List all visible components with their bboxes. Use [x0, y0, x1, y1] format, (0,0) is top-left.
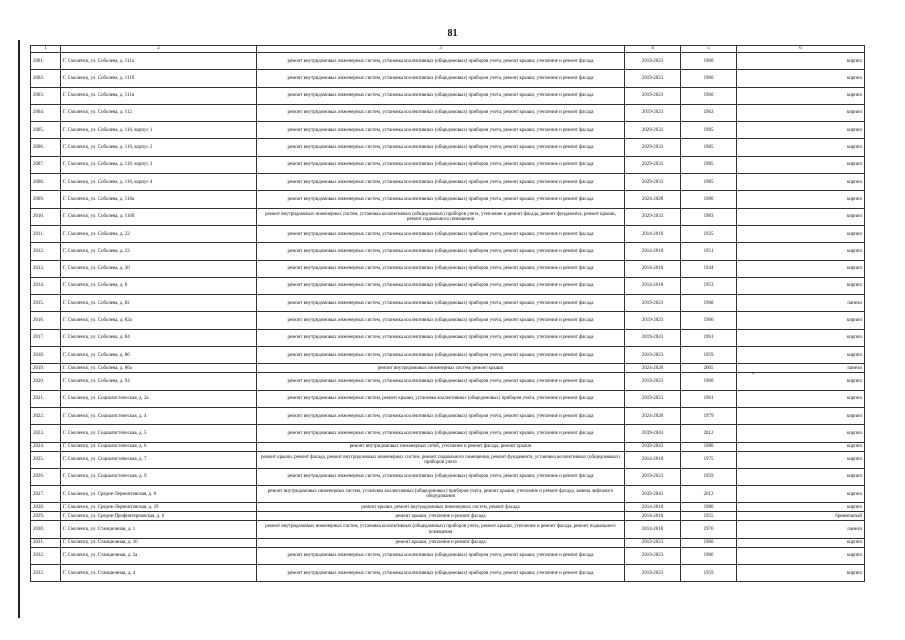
table-row: [31, 538, 865, 547]
table-body: [31, 53, 865, 582]
row-period: 2039-2043: [625, 425, 681, 442]
row-material: кирпич: [737, 425, 865, 442]
row-year: 1960: [681, 538, 737, 547]
table-row: [31, 407, 865, 424]
row-period: 2014-2018: [625, 260, 681, 277]
table-row: [31, 53, 865, 70]
row-address: Г. Смоленск, ул. Соболева, д. 86а: [61, 364, 257, 373]
row-number: 2004.: [31, 104, 61, 121]
row-works: ремонт внутридомовых инженерных систем, установка коллективных (общедомовых) приборов учета, утепление и ремонт фасада, ремонт фундамента, ремонт крыши, ремонт подвального помещения: [257, 208, 625, 225]
table-row: [31, 373, 865, 390]
table-row: [31, 364, 865, 373]
header-col-3: 3: [257, 46, 625, 53]
row-number: 2016.: [31, 312, 61, 329]
table-row: [31, 260, 865, 277]
row-year: 1966: [681, 547, 737, 564]
row-year: 2012: [681, 425, 737, 442]
row-period: 2039-2043: [625, 486, 681, 503]
row-period: 2024-2028: [625, 364, 681, 373]
row-period: 2019-2023: [625, 87, 681, 104]
table-row: [31, 243, 865, 260]
row-year: 1955: [681, 512, 737, 521]
table-row: [31, 225, 865, 242]
row-works: ремонт внутридомовых инженерных систем, установка коллективных (общедомовых) приборов учета, ремонт крыши, утепление и ремонт фасада: [257, 104, 625, 121]
row-works: ремонт внутридомовых инженерных сетей, утепление и ремонт фасада, ремонт крыши: [257, 442, 625, 451]
row-material: кирпич: [737, 373, 865, 390]
row-works: ремонт внутридомовых инженерных систем, ремонт крыши: [257, 364, 625, 373]
row-period: 2039-2043: [625, 442, 681, 451]
row-address: Г. Смоленск, ул. Соболева, д. 82а: [61, 312, 257, 329]
row-works: ремонт внутридомовых инженерных систем, ремонт крыши, установка коллективных (общедомовых) приборов учета, утепление и ремонт фасада: [257, 390, 625, 407]
page-number: 81: [447, 28, 458, 39]
table-row: [31, 425, 865, 442]
row-material: кирпич: [737, 156, 865, 173]
row-address: Г. Смоленск, ул. Социалистическая, д. 6: [61, 442, 257, 451]
row-number: 2024.: [31, 442, 61, 451]
row-year: 1960: [681, 53, 737, 70]
row-works: ремонт внутридомовых инженерных систем, установка коллективных (общедомовых) приборов учета, ремонт крыши, утепление и ремонт фасада: [257, 225, 625, 242]
row-address: Г. Смоленск, ул. Станционная, д. 1: [61, 521, 257, 538]
table-row: [31, 521, 865, 538]
row-period: 2019-2023: [625, 312, 681, 329]
row-works: ремонт внутридомовых инженерных систем, установка коллективных (общедомовых) приборов учета, ремонт крыши, утепление и ремонт фасада: [257, 547, 625, 564]
row-works: ремонт внутридомовых инженерных систем, установка коллективных (общедомовых) приборов учета, ремонт крыши, утепление и ремонт фасада: [257, 373, 625, 390]
row-period: 2019-2023: [625, 295, 681, 312]
row-works: ремонт внутридомовых инженерных систем, установка коллективных (общедомовых) приборов учета, ремонт крыши, утепление и ремонт фасада: [257, 53, 625, 70]
table-row: [31, 347, 865, 364]
row-number: 2013.: [31, 260, 61, 277]
row-material: кирпич: [737, 565, 865, 582]
row-works: ремонт внутридомовых инженерных систем, установка коллективных (общедомовых) приборов учета, ремонт крыши, утепление и ремонт фасада: [257, 191, 625, 208]
row-number: 2031.: [31, 538, 61, 547]
row-period: 2014-2018: [625, 243, 681, 260]
row-period: 2024-2028: [625, 407, 681, 424]
row-number: 2033.: [31, 565, 61, 582]
table-row: [31, 503, 865, 512]
row-period: 2019-2023: [625, 547, 681, 564]
row-material: кирпич: [737, 260, 865, 277]
row-address: Г. Смоленск, ул. Соболева, д. 111а: [61, 53, 257, 70]
row-address: Г. Смоленск, ул. Соболева, д. 84: [61, 329, 257, 346]
row-address: Г. Смоленск, ул. Станционная, д. 4: [61, 565, 257, 582]
row-year: 1961: [681, 390, 737, 407]
row-material: кирпич: [737, 451, 865, 468]
row-period: 2019-2023: [625, 538, 681, 547]
row-year: 1959: [681, 347, 737, 364]
row-material: кирпич: [737, 53, 865, 70]
row-address: Г. Смоленск, ул. Средне-Лермонтовская, д. 8: [61, 486, 257, 503]
row-year: 1985: [681, 156, 737, 173]
row-address: Г. Смоленск, ул. Соболева, д. 116б: [61, 208, 257, 225]
scan-binding-line: [18, 40, 20, 618]
header-col-5: 5: [681, 46, 737, 53]
row-address: Г. Смоленск, ул. Соболева, д. 8: [61, 277, 257, 294]
row-works: ремонт внутридомовых инженерных систем, установка коллективных (общедомовых) приборов учета, ремонт крыши, утепление и ремонт фасада: [257, 565, 625, 582]
table-row: [31, 87, 865, 104]
row-number: 2018.: [31, 347, 61, 364]
row-material: кирпич: [737, 225, 865, 242]
row-year: 1951: [681, 243, 737, 260]
table-row: [31, 139, 865, 156]
row-address: Г. Смоленск, ул. Соболева, д. 116, корпус 3: [61, 156, 257, 173]
row-works: ремонт внутридомовых инженерных систем, установка коллективных (общедомовых) приборов учета, ремонт крыши, утепление и ремонт фасада: [257, 260, 625, 277]
row-material: кирпич: [737, 139, 865, 156]
row-address: Г. Смоленск, ул. Станционная, д. 16: [61, 538, 257, 547]
row-works: ремонт внутридомовых инженерных систем, установка коллективных (общедомовых) приборов учета, ремонт крыши, утепление и ремонт фасада: [257, 425, 625, 442]
header-col-4: 4: [625, 46, 681, 53]
row-period: 2029-2033: [625, 139, 681, 156]
table-row: [31, 547, 865, 564]
row-material: бревенчатый: [737, 512, 865, 521]
row-material: кирпич: [737, 468, 865, 485]
row-number: 2007.: [31, 156, 61, 173]
row-number: 2019.: [31, 364, 61, 373]
row-works: ремонт внутридомовых инженерных систем, установка коллективных (общедомовых) приборов учета, ремонт крыши, утепление и ремонт фасада: [257, 122, 625, 139]
row-works: ремонт внутридомовых инженерных систем, установка коллективных (общедомовых) приборов учета, ремонт крыши, утепление и ремонт фасада: [257, 70, 625, 87]
header-col-2: 2: [61, 46, 257, 53]
row-year: 1966: [681, 312, 737, 329]
row-period: 2014-2018: [625, 503, 681, 512]
row-number: 2030.: [31, 521, 61, 538]
row-material: кирпич: [737, 312, 865, 329]
row-year: 1959: [681, 565, 737, 582]
row-number: 2029.: [31, 512, 61, 521]
row-material: кирпич: [737, 503, 865, 512]
row-year: 1935: [681, 225, 737, 242]
row-year: 1980: [681, 442, 737, 451]
table-row: [31, 390, 865, 407]
header-col-1: 1: [31, 46, 61, 53]
row-period: 2014-2018: [625, 521, 681, 538]
header-col-6: 6: [737, 46, 865, 53]
row-period: 2029-2033: [625, 156, 681, 173]
row-works: ремонт внутридомовых инженерных систем, установка коллективных (общедомовых) приборов учета, ремонт крыши, утепление и ремонт фасада: [257, 156, 625, 173]
row-year: 1953: [681, 277, 737, 294]
row-address: Г. Смоленск, ул. Соболева, д. 116, корпус 1: [61, 122, 257, 139]
row-number: 2009.: [31, 191, 61, 208]
row-material: кирпич: [737, 407, 865, 424]
row-period: 2014-2018: [625, 512, 681, 521]
row-period: 2019-2023: [625, 70, 681, 87]
row-works: ремонт внутридомовых инженерных систем, установка коллективных (общедомовых) приборов учета, ремонт крыши, утепление и ремонт фасада: [257, 347, 625, 364]
table-row: [31, 295, 865, 312]
row-year: 1975: [681, 451, 737, 468]
row-material: кирпич: [737, 347, 865, 364]
row-year: 1961: [681, 329, 737, 346]
table-row: [31, 277, 865, 294]
row-number: 2027.: [31, 486, 61, 503]
row-material: кирпич: [737, 329, 865, 346]
row-material: кирпич: [737, 87, 865, 104]
row-material: кирпич: [737, 390, 865, 407]
row-material: кирпич: [737, 208, 865, 225]
row-year: 1968: [681, 295, 737, 312]
row-number: 2001.: [31, 53, 61, 70]
table-row: [31, 442, 865, 451]
row-period: 2019-2023: [625, 565, 681, 582]
header-row: [31, 46, 865, 53]
row-period: 2014-2018: [625, 225, 681, 242]
table-row: [31, 468, 865, 485]
table-row: [31, 156, 865, 173]
row-number: 2005.: [31, 122, 61, 139]
row-number: 2026.: [31, 468, 61, 485]
row-address: Г. Смоленск, ул. Соболева, д. 116, корпус 2: [61, 139, 257, 156]
row-address: Г. Смоленск, ул. Средне-Лермонтовская, д. 29: [61, 503, 257, 512]
row-material: кирпич: [737, 442, 865, 451]
row-material: кирпич: [737, 243, 865, 260]
row-address: Г. Смоленск, ул. Станционная, д. 2а: [61, 547, 257, 564]
row-number: 2008.: [31, 174, 61, 191]
row-number: 2020.: [31, 373, 61, 390]
row-material: кирпич: [737, 191, 865, 208]
row-period: 2029-2033: [625, 208, 681, 225]
row-number: 2006.: [31, 139, 61, 156]
row-period: 2019-2023: [625, 347, 681, 364]
row-year: 2005: [681, 364, 737, 373]
row-works: ремонт внутридомовых инженерных систем, установка коллективных (общедомовых) приборов учета, ремонт крыши, утепление и ремонт фасада: [257, 312, 625, 329]
row-year: 1980: [681, 191, 737, 208]
row-material: кирпич: [737, 277, 865, 294]
row-period: 2019-2023: [625, 53, 681, 70]
row-period: 2014-2018: [625, 277, 681, 294]
row-period: 2019-2023: [625, 373, 681, 390]
row-address: Г. Смоленск, ул. Соболева, д. 23: [61, 243, 257, 260]
row-material: кирпич: [737, 104, 865, 121]
row-material: панели: [737, 295, 865, 312]
row-material: кирпич: [737, 174, 865, 191]
table-row: [31, 565, 865, 582]
table-row: [31, 486, 865, 503]
row-material: панели: [737, 364, 865, 373]
row-period: 2029-2033: [625, 174, 681, 191]
row-address: Г. Смоленск, ул. Соболева, д. 94: [61, 373, 257, 390]
row-period: 2019-2023: [625, 390, 681, 407]
row-number: 2017.: [31, 329, 61, 346]
row-address: Г. Смоленск, ул. Социалистическая, д. 9: [61, 468, 257, 485]
table-row: [31, 122, 865, 139]
table-row: [31, 174, 865, 191]
housing-repair-table: [30, 45, 865, 582]
row-year: 1985: [681, 174, 737, 191]
row-number: 2032.: [31, 547, 61, 564]
row-number: 2015.: [31, 295, 61, 312]
row-address: Г. Смоленск, ул. Социалистическая, д. 5: [61, 425, 257, 442]
row-number: 2023.: [31, 425, 61, 442]
row-works: ремонт внутридомовых инженерных систем, установка коллективных (общедомовых) приборов учета, ремонт крыши, утепление и ремонт фасада: [257, 295, 625, 312]
row-year: 2013: [681, 486, 737, 503]
row-address: Г. Смоленск, ул. Средне-Профинтерновская, д. 6: [61, 512, 257, 521]
row-year: 1979: [681, 407, 737, 424]
row-address: Г. Смоленск, ул. Соболева, д. 30: [61, 260, 257, 277]
row-material: кирпич: [737, 547, 865, 564]
row-material: кирпич: [737, 122, 865, 139]
row-address: Г. Смоленск, ул. Социалистическая, д. 2а: [61, 390, 257, 407]
row-address: Г. Смоленск, ул. Соболева, д. 86: [61, 347, 257, 364]
row-year: 1944: [681, 260, 737, 277]
row-year: 1960: [681, 87, 737, 104]
row-number: 2028.: [31, 503, 61, 512]
row-works: ремонт внутридомовых инженерных систем, установка коллективных (общедомовых) приборов учета, ремонт крыши, утепление и ремонт фасада: [257, 277, 625, 294]
row-period: 2019-2023: [625, 104, 681, 121]
row-address: Г. Смоленск, ул. Соболева, д. 82: [61, 295, 257, 312]
row-address: Г. Смоленск, ул. Социалистическая, д. 4: [61, 407, 257, 424]
row-works: ремонт крыши, утепление и ремонт фасада: [257, 512, 625, 521]
row-period: 2019-2023: [625, 468, 681, 485]
table-row: [31, 70, 865, 87]
row-year: 1960: [681, 70, 737, 87]
row-period: 2014-2018: [625, 451, 681, 468]
row-number: 2014.: [31, 277, 61, 294]
row-address: Г. Смоленск, ул. Соболева, д. 111в: [61, 87, 257, 104]
row-material: кирпич: [737, 538, 865, 547]
row-year: 1976: [681, 521, 737, 538]
row-number: 2022.: [31, 407, 61, 424]
row-year: 1980: [681, 503, 737, 512]
row-material: кирпич: [737, 70, 865, 87]
row-period: 2024-2028: [625, 191, 681, 208]
row-works: ремонт внутридомовых инженерных систем, установка коллективных (общедомовых) приборов учета, ремонт крыши, утепление и ремонт фасада, ремонт подвального помещения: [257, 521, 625, 538]
row-material: кирпич: [737, 486, 865, 503]
row-year: 1983: [681, 208, 737, 225]
row-works: ремонт внутридомовых инженерных систем, установка коллективных (общедомовых) приборов учета, ремонт крыши, утепление и ремонт фасада: [257, 87, 625, 104]
row-year: 1960: [681, 373, 737, 390]
row-address: Г. Смоленск, ул. Социалистическая, д. 7: [61, 451, 257, 468]
row-material: панели: [737, 521, 865, 538]
row-works: ремонт крыши, утепление и ремонт фасада: [257, 538, 625, 547]
row-address: Г. Смоленск, ул. Соболева, д. 111б: [61, 70, 257, 87]
row-year: 1985: [681, 139, 737, 156]
row-period: 2029-2033: [625, 122, 681, 139]
row-number: 2003.: [31, 87, 61, 104]
row-works: ремонт внутридомовых инженерных систем, установка коллективных (общедомовых) приборов учета, ремонт крыши, утепление и ремонт фасада: [257, 174, 625, 191]
row-number: 2010.: [31, 208, 61, 225]
table-row: [31, 104, 865, 121]
row-works: ремонт внутридомовых инженерных систем, установка коллективных (общедомовых) приборов учета, ремонт крыши, утепление и ремонт фасада, замена лифтового оборудования: [257, 486, 625, 503]
row-works: ремонт крыши, ремонт внутридомовых инженерных систем, ремонт фасада: [257, 503, 625, 512]
row-number: 2021.: [31, 390, 61, 407]
row-number: 2025.: [31, 451, 61, 468]
table-row: [31, 512, 865, 521]
row-works: ремонт внутридомовых инженерных систем, установка коллективных (общедомовых) приборов учета, ремонт крыши, утепление и ремонт фасада: [257, 139, 625, 156]
table-row: [31, 329, 865, 346]
row-works: ремонт внутридомовых инженерных систем, установка коллективных (общедомовых) приборов учета, ремонт крыши, утепление и ремонт фасада: [257, 329, 625, 346]
table-row: [31, 312, 865, 329]
row-year: 1985: [681, 122, 737, 139]
row-works: ремонт внутридомовых инженерных систем, установка коллективных (общедомовых) приборов учета, ремонт крыши, утепление и ремонт фасада: [257, 243, 625, 260]
row-works: ремонт внутридомовых инженерных систем, установка коллективных (общедомовых) приборов учета, ремонт крыши, утепление и ремонт фасада: [257, 407, 625, 424]
row-period: 2019-2023: [625, 329, 681, 346]
row-year: 1962: [681, 104, 737, 121]
row-works: ремонт внутридомовых инженерных систем, установка коллективных (общедомовых) приборов учета, ремонт крыши, утепление и ремонт фасада: [257, 468, 625, 485]
row-address: Г. Смоленск, ул. Соболева, д. 116а: [61, 191, 257, 208]
table-row: [31, 208, 865, 225]
table-row: [31, 451, 865, 468]
row-number: 2002.: [31, 70, 61, 87]
row-number: 2012.: [31, 243, 61, 260]
row-year: 1959: [681, 468, 737, 485]
row-works: ремонт крыши, ремонт фасада, ремонт внутридомовых инженерных систем, ремонт подвального помещения, ремонт фундамента, установка коллективных (общедомовых) приборов учета: [257, 451, 625, 468]
row-address: Г. Смоленск, ул. Соболева, д. 116, корпус 4: [61, 174, 257, 191]
row-address: Г. Смоленск, ул. Соболева, д. 112: [61, 104, 257, 121]
table-row: [31, 191, 865, 208]
row-number: 2011.: [31, 225, 61, 242]
row-address: Г. Смоленск, ул. Соболева, д. 22: [61, 225, 257, 242]
